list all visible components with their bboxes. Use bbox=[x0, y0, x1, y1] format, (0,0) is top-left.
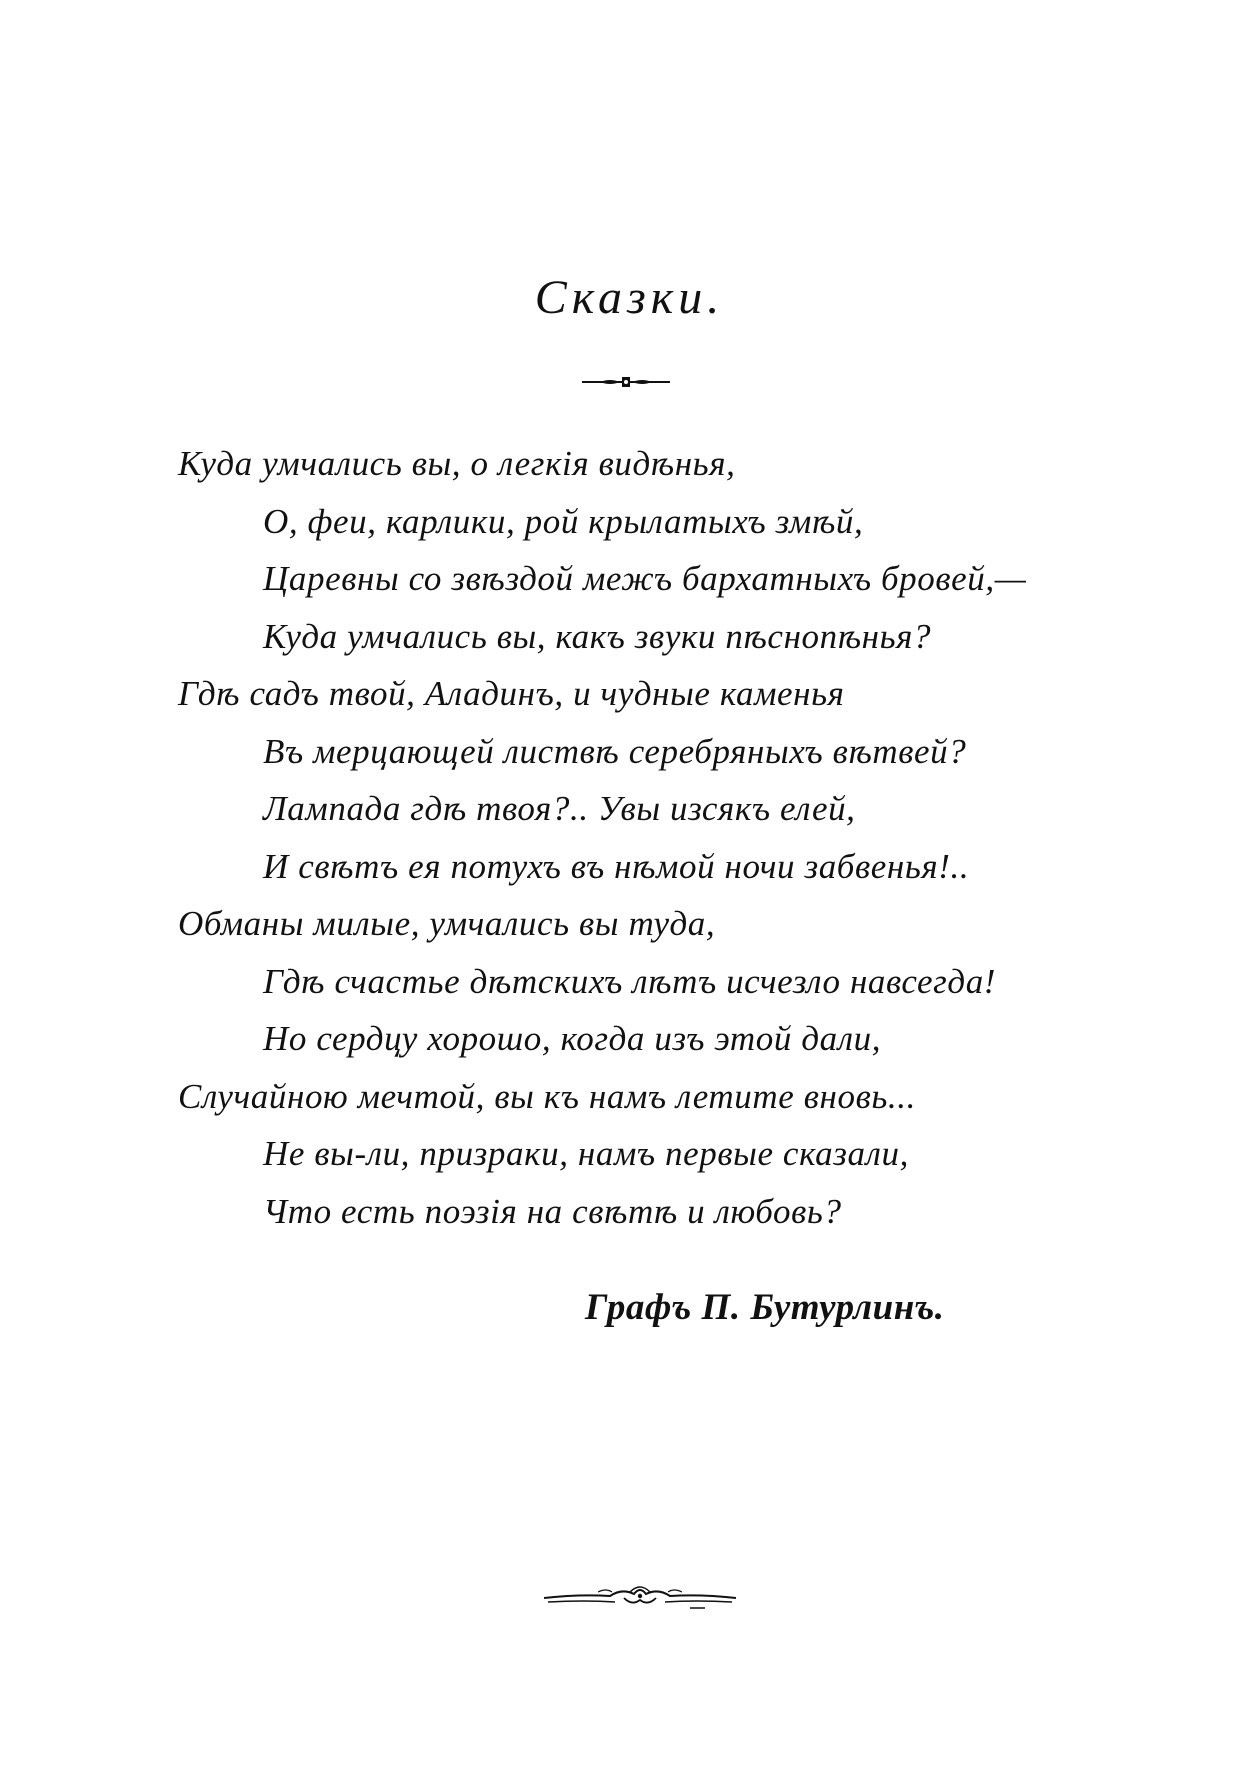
poem-line: Обманы милые, умчались вы туда, bbox=[178, 904, 716, 943]
poem-line: Куда умчались вы, какъ звуки пѣснопѣнья? bbox=[263, 616, 932, 656]
poem-line: Лампада гдѣ твоя?.. Увы изсякъ елей, bbox=[263, 789, 856, 828]
poem-body bbox=[178, 435, 1178, 1240]
poem-line: Куда умчались вы, о легкія видѣнья, bbox=[178, 444, 736, 483]
author-signature: Графъ П. Бутурлинъ. bbox=[585, 1287, 945, 1328]
poem-line: Гдѣ садъ твой, Аладинъ, и чудные каменья bbox=[178, 674, 845, 713]
poem-title: Сказки. bbox=[534, 271, 725, 324]
poem-line: Гдѣ счастье дѣтскихъ лѣтъ исчезло навсегда! bbox=[263, 961, 997, 1001]
title-divider-ornament bbox=[580, 372, 672, 392]
poem-line: И свѣтъ ея потухъ въ нѣмой ночи забвенья!.. bbox=[263, 846, 970, 886]
poem-line: Что есть поэзія на свѣтѣ и любовь? bbox=[263, 1191, 842, 1231]
poem-line: Въ мерцающей листвѣ серебряныхъ вѣтвей? bbox=[263, 731, 967, 771]
end-tailpiece-ornament bbox=[540, 1580, 740, 1614]
poem-line: Не вы-ли, призраки, намъ первые сказали, bbox=[263, 1134, 909, 1173]
poem-line: Случайною мечтой, вы къ намъ летите вновь... bbox=[178, 1076, 916, 1116]
poem-line: О, феи, карлики, рой крылатыхъ змѣй, bbox=[263, 501, 864, 541]
poem-line: Но сердцу хорошо, когда изъ этой дали, bbox=[263, 1019, 882, 1058]
poem-line: Царевны со звѣздой межъ бархатныхъ бровей,— bbox=[263, 559, 1027, 598]
